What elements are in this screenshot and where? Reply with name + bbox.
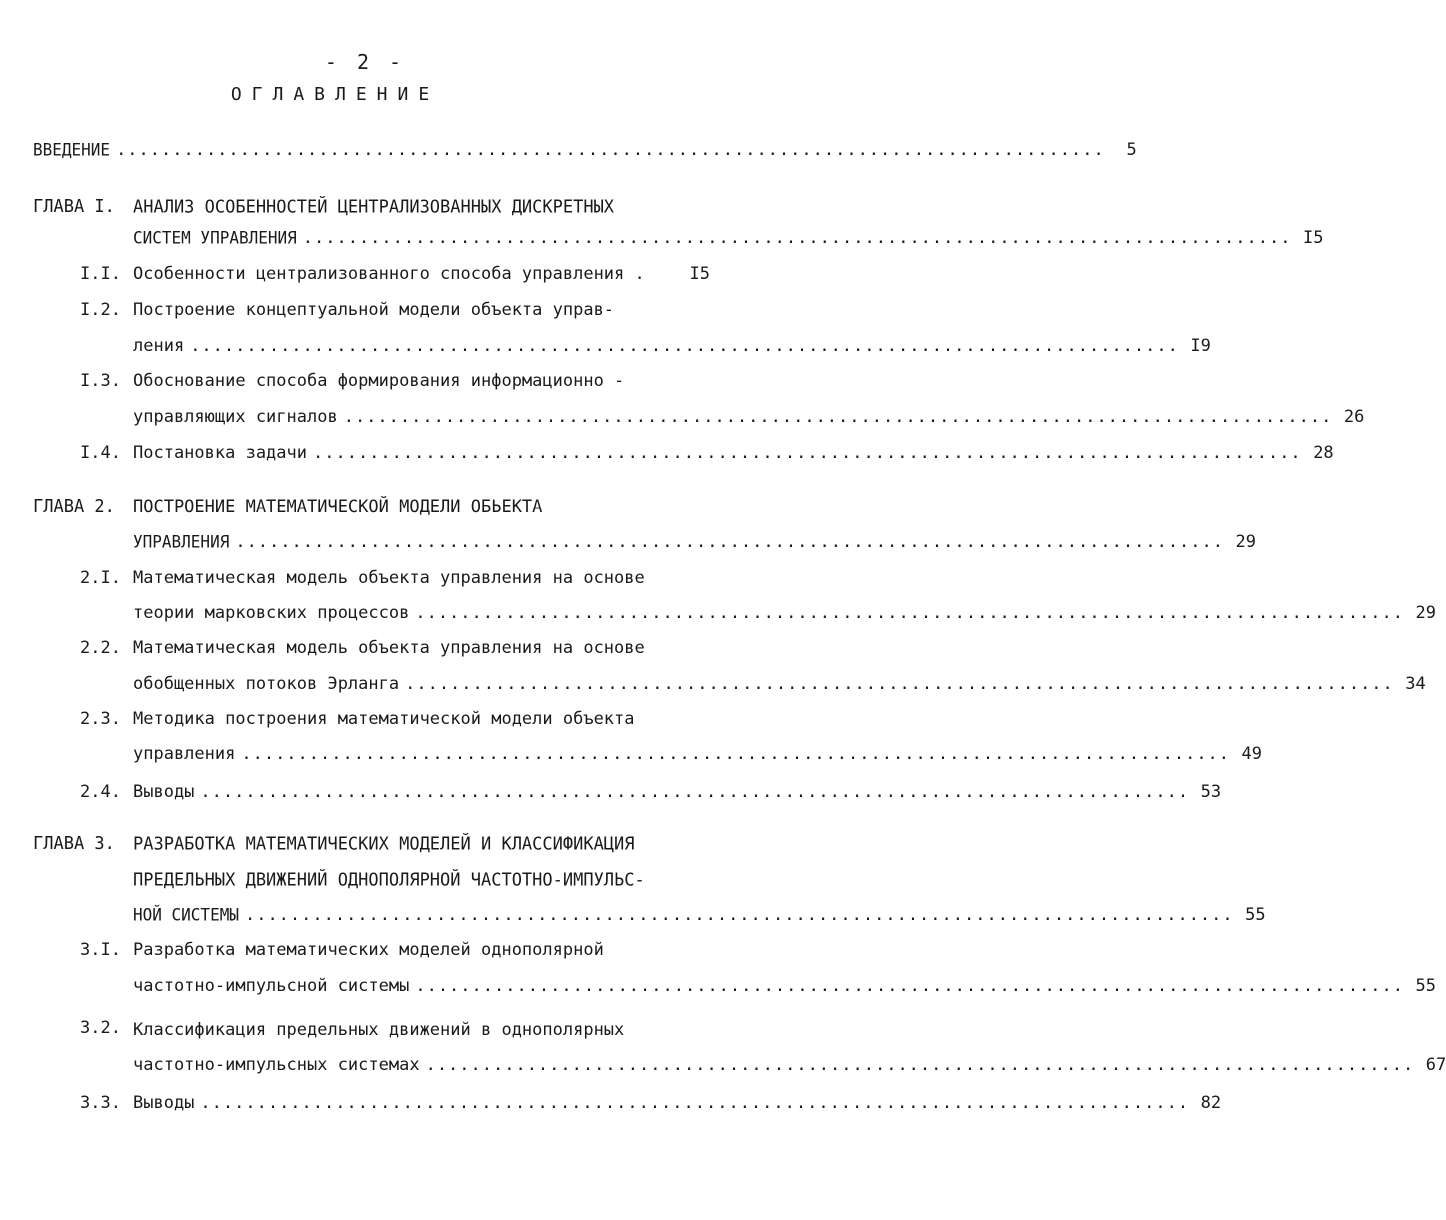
toc-leader-dots: ........................................................................................	[244, 905, 1234, 925]
toc-entry-2-3	[133, 744, 1263, 770]
section-number: I.4.	[80, 443, 121, 463]
toc-entry-2-4	[133, 782, 1222, 808]
toc-leader-dots: ........................................................................................	[190, 336, 1179, 356]
toc-leader-dots: ........................................................................................	[200, 782, 1190, 802]
toc-page-number: 34	[1405, 674, 1426, 694]
section-number: 2.3.	[80, 709, 121, 729]
toc-entry-title: частотно-импульсной системы	[133, 976, 410, 996]
section-number: I.2.	[80, 300, 121, 320]
page-title: ОГЛАВЛЕНИЕ	[230, 84, 440, 105]
toc-entry-intro	[33, 139, 1137, 166]
section-number: 2.I.	[80, 568, 121, 588]
section-title: Классификация предельных движений в однополярных	[133, 1020, 625, 1040]
toc-entry-2-1	[133, 603, 1437, 629]
toc-leader-dots: ........................................................................................	[415, 603, 1405, 623]
toc-entry-2-2	[133, 674, 1426, 700]
toc-entry-chapter-2	[133, 531, 1256, 558]
toc-entry-title: управления	[133, 744, 236, 764]
toc-leader-dots: ........................................................................................	[200, 1093, 1190, 1113]
toc-page-number: 67	[1425, 1055, 1446, 1075]
toc-page-number: 28	[1313, 443, 1334, 463]
toc-entry-title: обобщенных потоков Эрланга	[133, 674, 400, 694]
toc-page-number: 5	[1126, 140, 1137, 160]
section-number: 3.3.	[80, 1093, 121, 1113]
chapter-title: АНАЛИЗ ОСОБЕННОСТЕЙ ЦЕНТРАЛИЗОВАННЫХ ДИСКРЕТНЫХ	[133, 196, 615, 218]
toc-entry-1-2	[133, 336, 1211, 362]
section-title: Построение концептуальной модели объекта управ-	[133, 300, 615, 320]
section-title: Методика построения математической модели объекта	[133, 709, 635, 729]
toc-entry-chapter-1	[133, 227, 1324, 254]
toc-entry-title: частотно-импульсных системах	[133, 1055, 420, 1075]
section-number: I.3.	[80, 371, 121, 391]
toc-entry-1-1	[133, 264, 710, 290]
toc-entry-title: НОЙ СИСТЕМЫ	[133, 904, 239, 925]
toc-leader-dots: ........................................................................................	[405, 674, 1394, 694]
toc-page-number: I9	[1190, 336, 1211, 356]
toc-entry-1-3	[133, 407, 1365, 433]
toc-entry-3-2	[133, 1055, 1446, 1081]
toc-entry-title: Постановка задачи	[133, 443, 307, 463]
toc-entry-title: Особенности централизованного способа управления .	[133, 264, 645, 284]
section-title: Математическая модель объекта управления на основе	[133, 568, 645, 588]
section-number: I.I.	[80, 264, 121, 284]
toc-leader-dots: ........................................................................................	[235, 532, 1224, 552]
toc-page-number: 49	[1241, 744, 1263, 764]
toc-entry-3-3	[133, 1093, 1222, 1119]
toc-page-number: 53	[1200, 782, 1222, 802]
toc-page-number: 82	[1200, 1093, 1222, 1113]
toc-entry-title: ления	[133, 336, 185, 356]
toc-leader-dots: ........................................................................................	[415, 976, 1405, 996]
toc-entry-title: теории марковских процессов	[133, 603, 410, 623]
page-number: - 2 -	[324, 50, 406, 74]
toc-leader-dots: ........................................................................................	[302, 228, 1292, 248]
section-title: Обоснование способа формирования информационно -	[133, 371, 625, 391]
chapter-label: ГЛАВА 3.	[33, 833, 115, 855]
chapter-title: ПРЕДЕЛЬНЫХ ДВИЖЕНИЙ ОДНОПОЛЯРНОЙ ЧАСТОТНО-ИМПУЛЬС-	[133, 869, 645, 891]
toc-entry-title: СИСТЕМ УПРАВЛЕНИЯ	[133, 227, 297, 248]
section-title: Разработка математических моделей однополярной	[133, 940, 604, 960]
section-number: 3.2.	[80, 1018, 121, 1038]
chapter-label: ГЛАВА 2.	[33, 496, 115, 518]
toc-entry-title: Выводы	[133, 1093, 195, 1113]
toc-entry-chapter-3	[133, 904, 1266, 931]
toc-page-number: 29	[1235, 532, 1256, 552]
toc-entry-3-1	[133, 976, 1437, 1002]
toc-leader-dots: ........................................................................................	[241, 744, 1231, 764]
toc-page-number: I5	[689, 264, 710, 284]
toc-page-number: 55	[1245, 905, 1266, 925]
toc-page-number: 26	[1343, 407, 1365, 427]
toc-page-number: 55	[1415, 976, 1437, 996]
section-number: 3.I.	[80, 940, 121, 960]
toc-entry-title: управляющих сигналов	[133, 407, 338, 427]
toc-page-number: 29	[1415, 603, 1437, 623]
section-number: 2.2.	[80, 638, 121, 658]
toc-leader-dots: ........................................................................................	[313, 443, 1302, 463]
toc-entry-title: Выводы	[133, 782, 195, 802]
toc-entry-title: ВВЕДЕНИЕ	[33, 139, 111, 160]
chapter-label: ГЛАВА I.	[33, 196, 115, 218]
section-title: Математическая модель объекта управления на основе	[133, 638, 645, 658]
chapter-title: ПОСТРОЕНИЕ МАТЕМАТИЧЕСКОЙ МОДЕЛИ ОБЬЕКТА	[133, 496, 543, 518]
toc-leader-dots: ........................................................................................	[343, 407, 1333, 427]
toc-page-number: I5	[1302, 228, 1324, 248]
toc-entry-1-4	[133, 443, 1334, 469]
toc-entry-title: УПРАВЛЕНИЯ	[133, 531, 230, 552]
toc-leader-dots: ........................................................................................	[116, 140, 1105, 160]
chapter-title: РАЗРАБОТКА МАТЕМАТИЧЕСКИХ МОДЕЛЕЙ И КЛАССИФИКАЦИЯ	[133, 833, 635, 855]
section-number: 2.4.	[80, 782, 121, 802]
toc-leader-dots: ........................................................................................	[425, 1055, 1415, 1075]
